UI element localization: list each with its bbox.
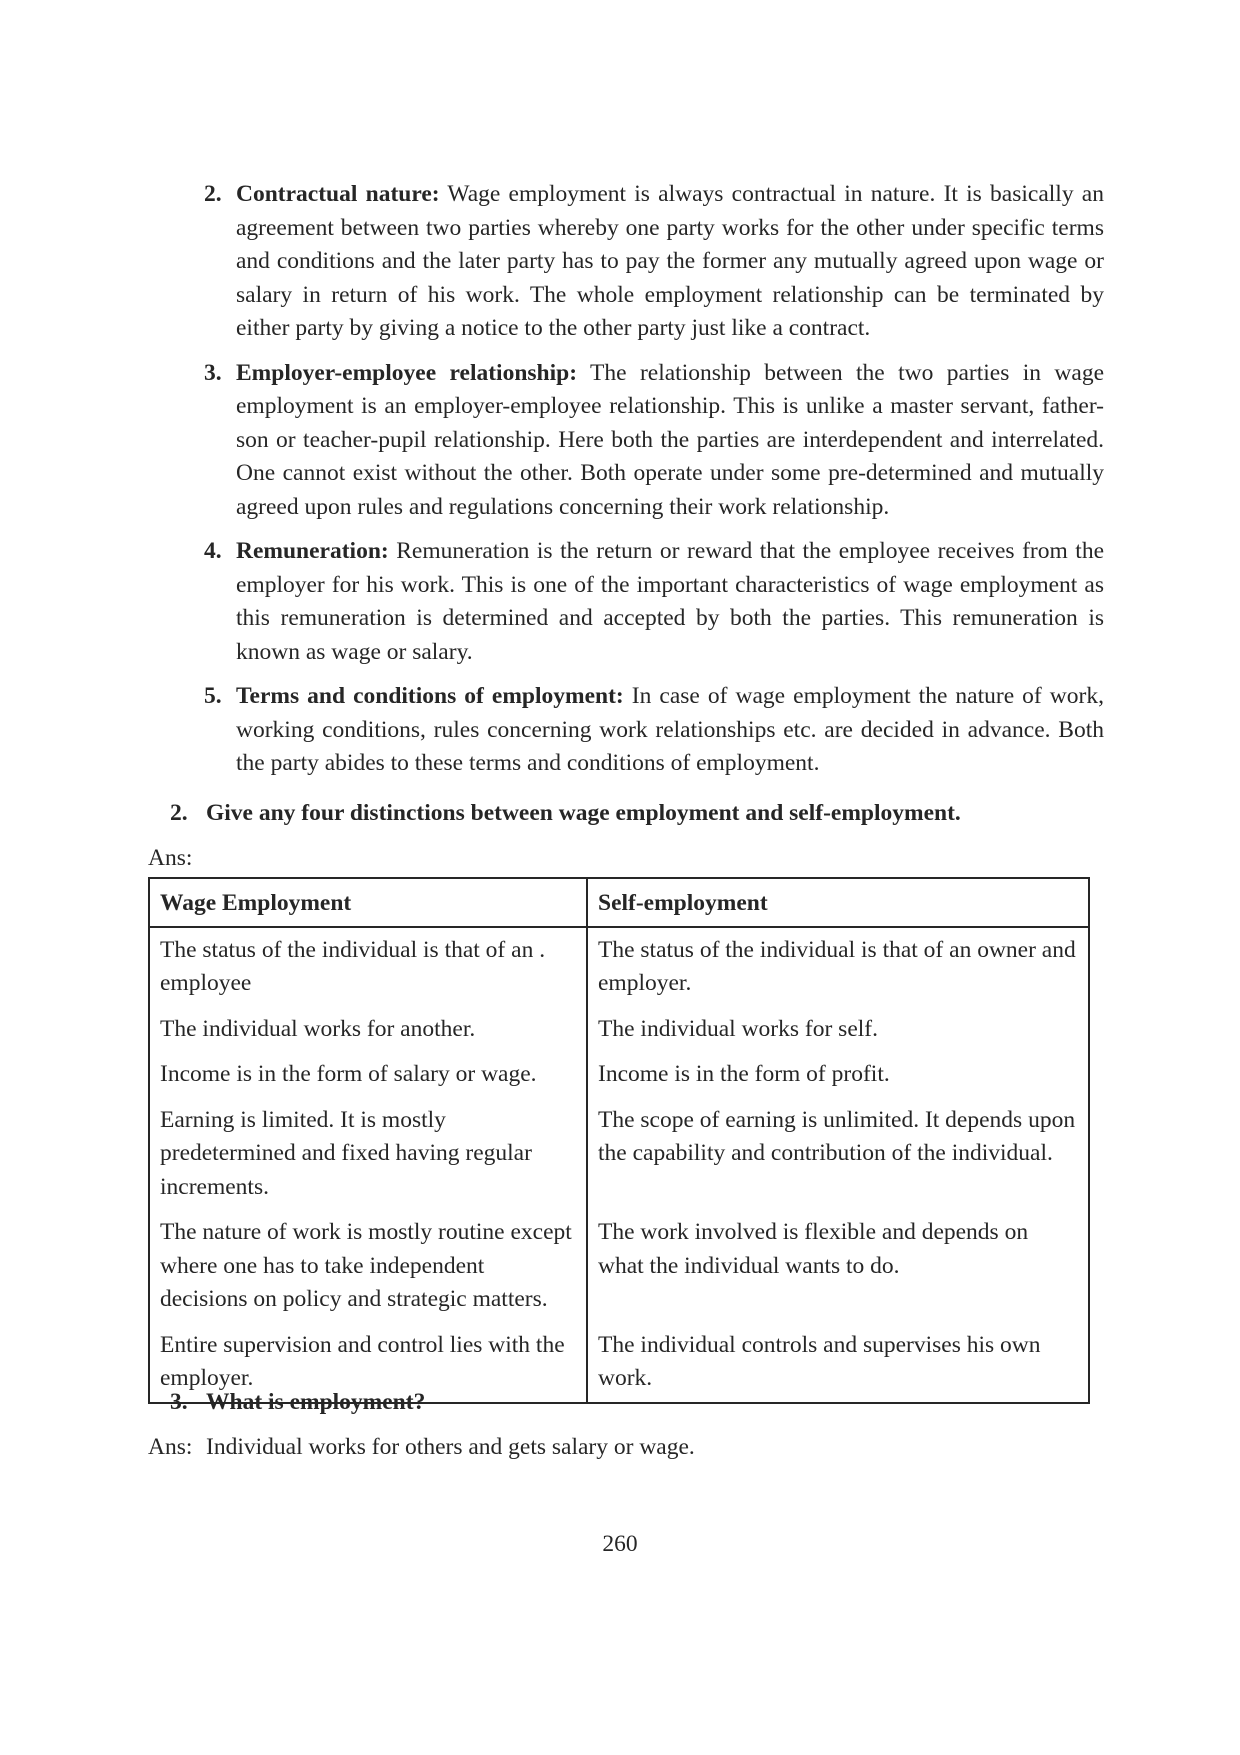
item-heading: Employer-employee relationship: [236, 359, 578, 386]
item-heading: Terms and conditions of employment: [236, 683, 624, 709]
question-number: 3. [170, 1389, 188, 1415]
table-cell: The scope of earning is unlimited. It depends upon the capability and contribution of the individual. [587, 1098, 1089, 1211]
list-item [204, 357, 1104, 525]
item-number: 5. [204, 683, 222, 709]
answer-3 [148, 1431, 695, 1465]
table-cell: The nature of work is mostly routine except where one has to take independent decisions on policy and strategic matters. [149, 1210, 587, 1323]
list-item [204, 178, 1104, 346]
list-item [204, 535, 1104, 669]
answer-label: Ans: [148, 1434, 193, 1460]
item-number: 4. [204, 538, 222, 564]
column-header-wage: Wage Employment [149, 878, 587, 927]
column-header-self: Self-employment [587, 878, 1089, 927]
item-text: Wage employment is always contractual in nature. It is basically an agreement between two parties whereby one party works for the other under specific terms and conditions and the later party has to pay the former any mutually agreed upon wage or salary in return of his work. The whole employment relationship can be terminated by either party by giving a notice to the other party just like a contract. [236, 181, 1104, 341]
table-cell: The status of the individual is that of an owner and employer. [587, 927, 1089, 1007]
table-cell: Entire supervision and control lies with the employer. [149, 1323, 587, 1403]
characteristics-list [204, 178, 1104, 792]
item-number: 3. [204, 359, 222, 386]
answer-text: Individual works for others and gets salary or wage. [206, 1434, 695, 1460]
table-cell: The work involved is flexible and depends on what the individual wants to do. [587, 1210, 1089, 1323]
question-2 [170, 797, 1110, 831]
table-cell: Earning is limited. It is mostly predetermined and fixed having regular increments. [149, 1098, 587, 1211]
question-text: What is employment? [206, 1389, 426, 1415]
question-text: Give any four distinctions between wage employment and self-employment. [206, 800, 961, 826]
table-cell: Income is in the form of profit. [587, 1052, 1089, 1098]
table-row [149, 1052, 1089, 1098]
table-cell: The individual controls and supervises his own work. [587, 1323, 1089, 1403]
comparison-table [148, 877, 1090, 1404]
table-header-row [149, 878, 1089, 927]
item-text: The relationship between the two parties in wage employment is an employer-employee relationship. This is unlike a master servant, father-son or teacher-pupil relationship. Here both the parties are interdependent and interrelated. One cannot exist without the other. Both operate under some pre-determined and mutually agreed upon rules and regulations concerning their work relationship. [236, 359, 1104, 520]
answer-label: Ans: [148, 845, 193, 871]
table-row [149, 1098, 1089, 1211]
item-text: In case of wage employment the nature of work, working conditions, rules concerning work relationships etc. are decided in advance. Both the party abides to these terms and conditions of employment. [236, 683, 1104, 776]
question-3 [170, 1386, 1110, 1420]
page-number: 260 [602, 1531, 638, 1557]
table-cell: The status of the individual is that of an . employee [149, 927, 587, 1007]
table-row [149, 1007, 1089, 1053]
item-number: 2. [204, 181, 222, 207]
table-cell: The individual works for self. [587, 1007, 1089, 1053]
list-item [204, 680, 1104, 781]
item-text: Remuneration is the return or reward that the employee receives from the employer for his work. This is one of the important characteristics of wage employment as this remuneration is determined and accepted by both the parties. This remuneration is known as wage or salary. [236, 538, 1104, 665]
table-row [149, 1210, 1089, 1323]
question-number: 2. [170, 800, 188, 826]
table-row [149, 927, 1089, 1007]
item-heading: Remuneration: [236, 538, 389, 564]
item-heading: Contractual nature: [236, 181, 440, 207]
table-cell: The individual works for another. [149, 1007, 587, 1053]
table-cell: Income is in the form of salary or wage. [149, 1052, 587, 1098]
